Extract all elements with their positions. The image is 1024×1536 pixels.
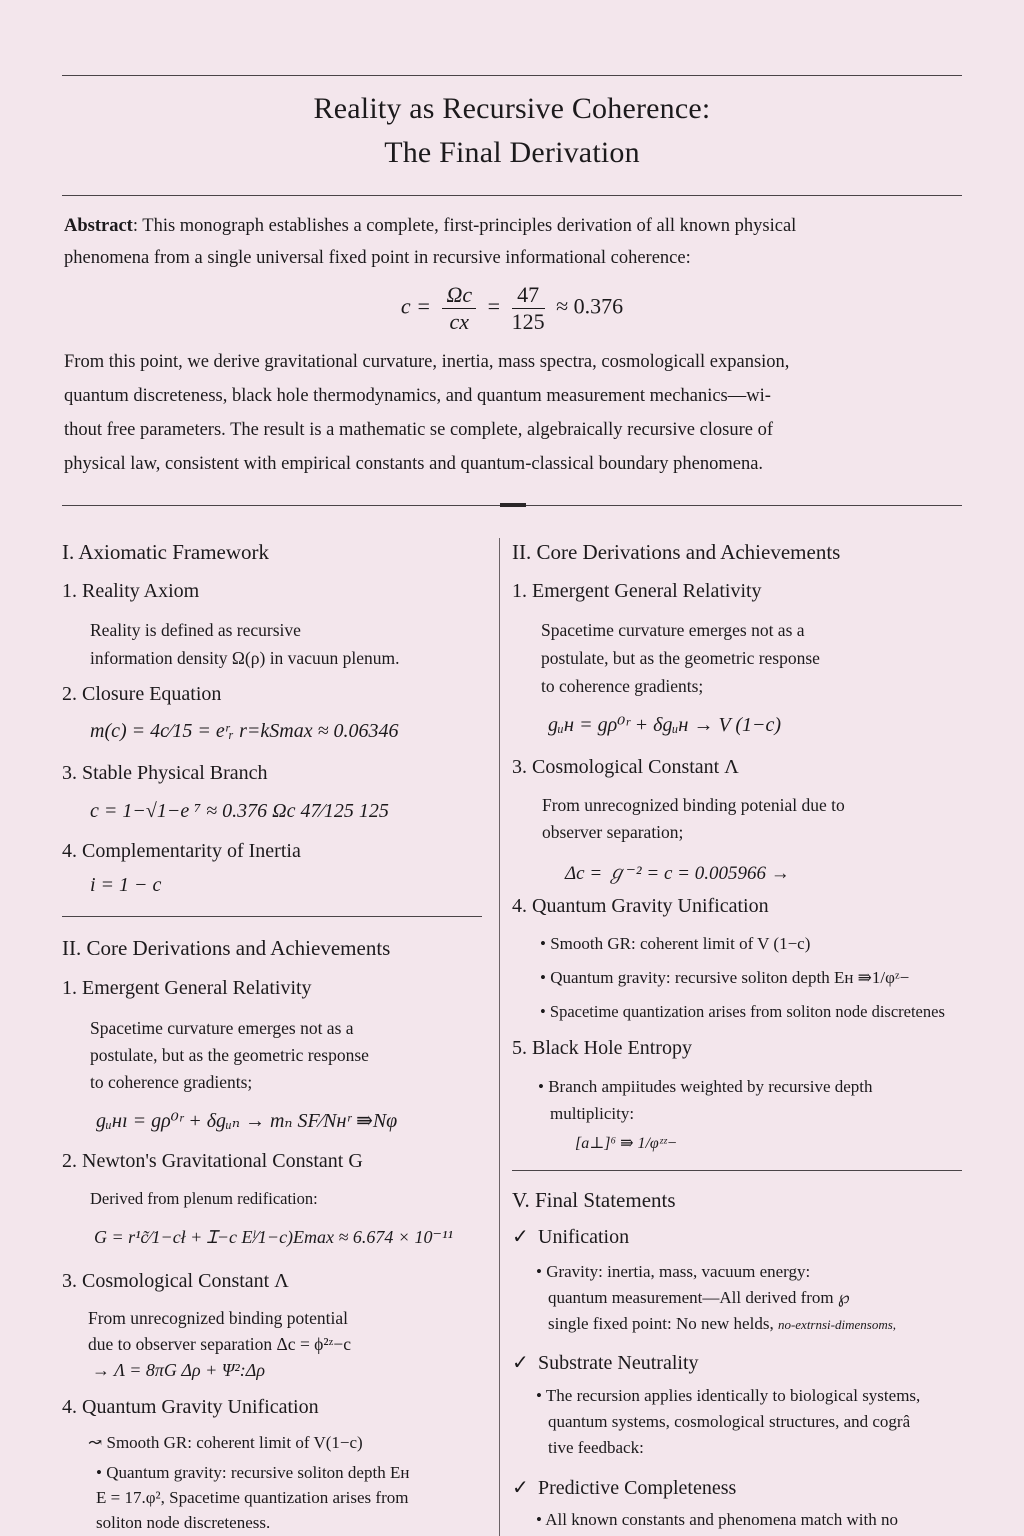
right-s5-3: Predictive Completeness bbox=[538, 1477, 737, 1499]
right-s5-1-b3: single fixed point: No new helds, bbox=[548, 1314, 774, 1333]
eq-num-2: 47 bbox=[512, 282, 545, 309]
abstract-equation bbox=[0, 282, 1024, 335]
right-s2-3-p1: From unrecognized binding potenial due to bbox=[542, 795, 845, 815]
abstract-body-2: quantum discreteness, black hole thermodynamics, and quantum measurement mechanics—wi- bbox=[64, 386, 771, 406]
right-s2-4-b3: • Spacetime quantization arises from soliton node discretenes bbox=[540, 1002, 945, 1021]
right-s5-2: Substrate Neutrality bbox=[538, 1352, 699, 1374]
left-s2-2-p: Derived from plenum redification: bbox=[90, 1189, 318, 1208]
left-s1-title: I. Axiomatic Framework bbox=[62, 540, 270, 564]
check-icon: ✓ bbox=[512, 1352, 529, 1374]
left-s2-4-b4: soliton node discreteness. bbox=[96, 1513, 271, 1532]
left-s2-2-eq: G = r¹c̃⁄1−cł + Ɪ−c Eˡ⁄1−c)Emax ≈ 6.674 × 10⁻¹¹ bbox=[94, 1227, 453, 1247]
right-s2-3: 3. Cosmological Constant Λ bbox=[512, 756, 739, 778]
right-s5-1-heading bbox=[512, 1224, 629, 1249]
right-s5-1-b2: quantum measurement—All derived from ℘ bbox=[548, 1288, 850, 1307]
eq-equals: = bbox=[487, 293, 501, 319]
column-divider bbox=[499, 538, 500, 1536]
eq-frac-1 bbox=[442, 282, 476, 335]
left-s1-2-eq: m(c) = 4c⁄15 = eʳᵣ r=kSmax ≈ 0.06346 bbox=[90, 720, 399, 742]
right-s5-2-heading bbox=[512, 1350, 699, 1375]
left-s2-1: 1. Emergent General Relativity bbox=[62, 977, 312, 999]
check-icon: ✓ bbox=[512, 1477, 529, 1499]
right-s5-1-b1: • Gravity: inertia, mass, vacuum energy: bbox=[536, 1262, 811, 1281]
right-s2-1: 1. Emergent General Relativity bbox=[512, 580, 762, 602]
right-s5-1: Unification bbox=[538, 1226, 630, 1248]
left-s2-1-p1: Spacetime curvature emerges not as a bbox=[90, 1018, 354, 1038]
abstract-lead bbox=[64, 210, 964, 274]
eq-num-1: Ωc bbox=[442, 282, 476, 309]
left-s2-2: 2. Newton's Gravitational Constant G bbox=[62, 1150, 363, 1172]
title-rule bbox=[62, 195, 962, 196]
left-s1-4-eq: i = 1 − c bbox=[90, 874, 162, 896]
abstract-lead-text-2: phenomena from a single universal fixed point in recursive informational coherence: bbox=[64, 248, 691, 268]
right-s2-5-b2: multiplicity: bbox=[550, 1104, 635, 1123]
right-s5-2-b1: • The recursion applies identically to biological systems, bbox=[536, 1386, 921, 1405]
check-icon: ✓ bbox=[512, 1226, 529, 1248]
left-s2-4-b3: E = 17.φ², Spacetime quantization arises from bbox=[96, 1488, 409, 1507]
top-rule bbox=[62, 75, 962, 76]
right-s2-4-b1: • Smooth GR: coherent limit of V (1−c) bbox=[540, 934, 811, 953]
abstract-body-1: From this point, we derive gravitational curvature, inertia, mass spectra, cosmologicall expansion, bbox=[64, 352, 790, 372]
right-s5-3-b1: • All known constants and phenomena match with no bbox=[536, 1510, 898, 1529]
left-s2-4-b2: • Quantum gravity: recursive soliton depth Eʜ bbox=[96, 1463, 410, 1482]
right-mid-rule bbox=[512, 1170, 962, 1171]
left-s2-3: 3. Cosmological Constant Λ bbox=[62, 1270, 289, 1292]
right-s2-1-p1: Spacetime curvature emerges not as a bbox=[541, 620, 805, 640]
left-s2-4-b1: ↝ Smooth GR: coherent limit of V(1−c) bbox=[88, 1433, 363, 1452]
left-s2-1-eq: gᵤʜı = gρ⁰ʳ + δgᵤₙ → mₙ SF⁄Nʜʳ ⇛Nφ bbox=[96, 1110, 398, 1132]
abstract-label: Abstract bbox=[64, 216, 133, 236]
left-s2-3-p2: due to observer separation Δc = ϕ²ᶻ−c bbox=[88, 1334, 352, 1354]
right-s2-5-b1: • Branch ampiitudes weighted by recursive depth bbox=[538, 1077, 873, 1096]
right-s5-1-b3b: no-extrnsi-dimensoms, bbox=[777, 1317, 897, 1332]
eq-den-2: 125 bbox=[511, 309, 545, 334]
left-s2-4: 4. Quantum Gravity Unification bbox=[62, 1396, 319, 1418]
left-mid-rule bbox=[62, 916, 482, 917]
left-s1-2: 2. Closure Equation bbox=[62, 683, 222, 705]
right-s2-3-p2: observer separation; bbox=[542, 822, 684, 842]
left-s1-3-eq: c = 1−√1−e ⁷ ≈ 0.376 Ωc 47⁄125 125 bbox=[90, 800, 389, 822]
title-line-2: The Final Derivation bbox=[384, 136, 640, 169]
right-s5-2-b3: tive feedback: bbox=[548, 1438, 644, 1457]
right-s2-title: II. Core Derivations and Achievements bbox=[512, 540, 841, 564]
abstract-rule-mark bbox=[500, 503, 526, 507]
left-s2-1-p3: to coherence gradients; bbox=[90, 1072, 253, 1092]
title-line-1: Reality as Recursive Coherence: bbox=[313, 92, 711, 125]
right-s2-4: 4. Quantum Gravity Unification bbox=[512, 895, 769, 917]
abstract-body bbox=[64, 345, 964, 481]
right-s2-3-eq: Δc = ℊ⁻² = c = 0.005966 → bbox=[565, 863, 790, 884]
left-s1-4: 4. Complementarity of Inertia bbox=[62, 840, 301, 862]
right-s2-5-eq: [a⊥]⁶ ⇛ 1/φᶻᶻ− bbox=[575, 1135, 678, 1152]
eq-approx: ≈ 0.376 bbox=[556, 293, 624, 319]
eq-frac-2 bbox=[512, 282, 545, 335]
abstract-body-4: physical law, consistent with empirical constants and quantum-classical boundary phenomena. bbox=[64, 454, 764, 474]
abstract-body-3: thout free parameters. The result is a mathematic se complete, algebraically recursive closure of bbox=[64, 420, 774, 440]
right-s2-4-b2: • Quantum gravity: recursive soliton depth Eʜ ⇛1/φᶻ− bbox=[540, 968, 910, 987]
left-s2-1-p2: postulate, but as the geometric response bbox=[90, 1045, 369, 1065]
left-s1-1: 1. Reality Axiom bbox=[62, 580, 200, 602]
left-s1-3: 3. Stable Physical Branch bbox=[62, 762, 268, 784]
eq-den-1: cx bbox=[449, 309, 470, 334]
left-s2-3-eq: → Λ = 8πG Δρ + Ψ²:Δρ bbox=[92, 1360, 265, 1380]
right-s5-2-b2: quantum systems, cosmological structures, and cogrâ bbox=[548, 1412, 911, 1431]
right-s2-1-p3: to coherence gradients; bbox=[541, 676, 704, 696]
right-s5-title: V. Final Statements bbox=[512, 1188, 676, 1212]
left-s2-title: II. Core Derivations and Achievements bbox=[62, 936, 391, 960]
right-s5-1-b3-line bbox=[548, 1314, 896, 1334]
right-s2-5: 5. Black Hole Entropy bbox=[512, 1037, 692, 1059]
right-s2-1-eq: gᵤʜ = gρ⁰ʳ + δgᵤʜ → V (1−c) bbox=[548, 714, 782, 736]
left-s1-1-p1: Reality is defined as recursive bbox=[90, 620, 301, 640]
eq-lhs: c = bbox=[400, 293, 431, 319]
right-s2-1-p2: postulate, but as the geometric response bbox=[541, 648, 820, 668]
right-s5-3-heading bbox=[512, 1475, 736, 1500]
left-s2-3-p1: From unrecognized binding potential bbox=[88, 1308, 349, 1328]
left-s1-1-p2: information density Ω(ρ) in vacuun plenum. bbox=[90, 648, 400, 668]
abstract-lead-text: : This monograph establishes a complete, first-principles derivation of all known physical bbox=[132, 216, 797, 236]
